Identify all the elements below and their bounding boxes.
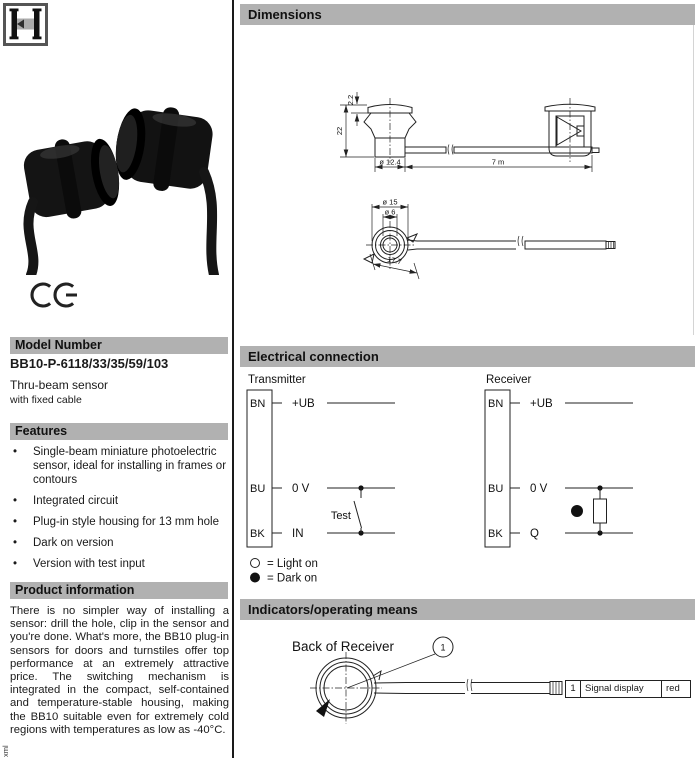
light-on-symbol: [251, 559, 260, 568]
wire-label: BU: [250, 483, 266, 495]
transmitter-title: Transmitter: [248, 374, 306, 386]
product-information-header: Product information: [10, 582, 228, 599]
cable-left: [28, 202, 33, 275]
transmitter-box: [247, 390, 272, 547]
model-number-header: Model Number: [10, 337, 228, 354]
feature-item: • Plug-in style housing for 13 mm hole: [10, 515, 229, 529]
ce-mark-icon: [30, 280, 80, 315]
test-switch: [354, 488, 362, 533]
dim-height: 22: [335, 126, 344, 136]
page-margin-text: xml: [1, 745, 10, 757]
dark-on-indicator-dot: [571, 505, 583, 517]
electrical-connection-diagram: [240, 370, 695, 590]
dark-on-label: = Dark on: [267, 572, 318, 585]
features-list: [10, 445, 229, 578]
wire-label: BU: [488, 483, 504, 495]
receiver-title: Receiver: [486, 374, 532, 386]
thru-beam-sensor-icon: [3, 3, 48, 51]
cable-right: [204, 172, 214, 275]
signal-label: +UB: [530, 398, 553, 410]
dim-clip-span: 17.7: [386, 254, 403, 267]
electrical-connection-header: Electrical connection: [240, 346, 695, 367]
dimensions-header: Dimensions: [240, 4, 695, 25]
wire-label: BK: [488, 528, 503, 540]
callout-number: 1: [440, 642, 446, 653]
table-cell-name: Signal display: [580, 681, 661, 697]
dim-optic-diameter: ø 6: [384, 207, 396, 217]
feature-item: • Version with test input: [10, 557, 229, 571]
signal-label: 0 V: [292, 483, 310, 495]
back-of-receiver-label: Back of Receiver: [292, 639, 395, 654]
signal-display-table: [565, 680, 691, 698]
table-cell-color: red: [661, 681, 690, 697]
wire-label: BN: [250, 398, 266, 410]
light-on-label: = Light on: [267, 558, 318, 570]
signal-label: IN: [292, 528, 304, 540]
sensor-left: [20, 131, 124, 226]
table-cell-number: 1: [570, 683, 576, 694]
dim-body-diameter: ø 12.4: [379, 157, 401, 167]
mounting-clip: [316, 699, 330, 717]
product-photo: [8, 60, 230, 280]
product-type: Thru-beam sensor: [10, 378, 109, 392]
feature-item: • Integrated circuit: [10, 494, 229, 508]
wire-label: BN: [488, 398, 504, 410]
load-resistor: [594, 499, 607, 523]
test-label: Test: [330, 510, 351, 522]
dimensions-drawing: [240, 30, 695, 345]
signal-label: 0 V: [530, 483, 548, 495]
feature-item: • Single-beam miniature photoelectric sensor, ideal for installing in frames or contours: [10, 445, 229, 487]
model-number: BB10-P-6118/33/35/59/103: [10, 356, 169, 371]
dim-head-diameter: ø 15: [382, 197, 398, 207]
features-header: Features: [10, 423, 228, 440]
feature-item: • Dark on version: [10, 536, 229, 550]
sensor-right: [111, 101, 216, 197]
product-information-text: There is no simpler way of installing a sensor: drill the hole, clip in the sensor and you're done. What's more, the BB10 plug-in sensors for doors and turnstiles offer top performance at an extremely attractive price. The switching mechanism is integrated in the compact, self-contained and temperature-stable housing, making the BB10 suitable even for extremely cold regions with temperatures as low as -40°C.: [10, 605, 229, 736]
indicators-header: Indicators/operating means: [240, 599, 695, 620]
product-subtype: with fixed cable: [10, 394, 82, 406]
dim-cap-height: 2.2: [346, 94, 355, 106]
receiver-box: [485, 390, 510, 547]
signal-label: +UB: [292, 398, 315, 410]
dim-cable-length: 7 m: [491, 157, 505, 167]
signal-label: Q: [530, 528, 539, 540]
wire-label: BK: [250, 528, 265, 540]
column-divider: [232, 0, 234, 758]
dark-on-symbol: [250, 573, 260, 583]
